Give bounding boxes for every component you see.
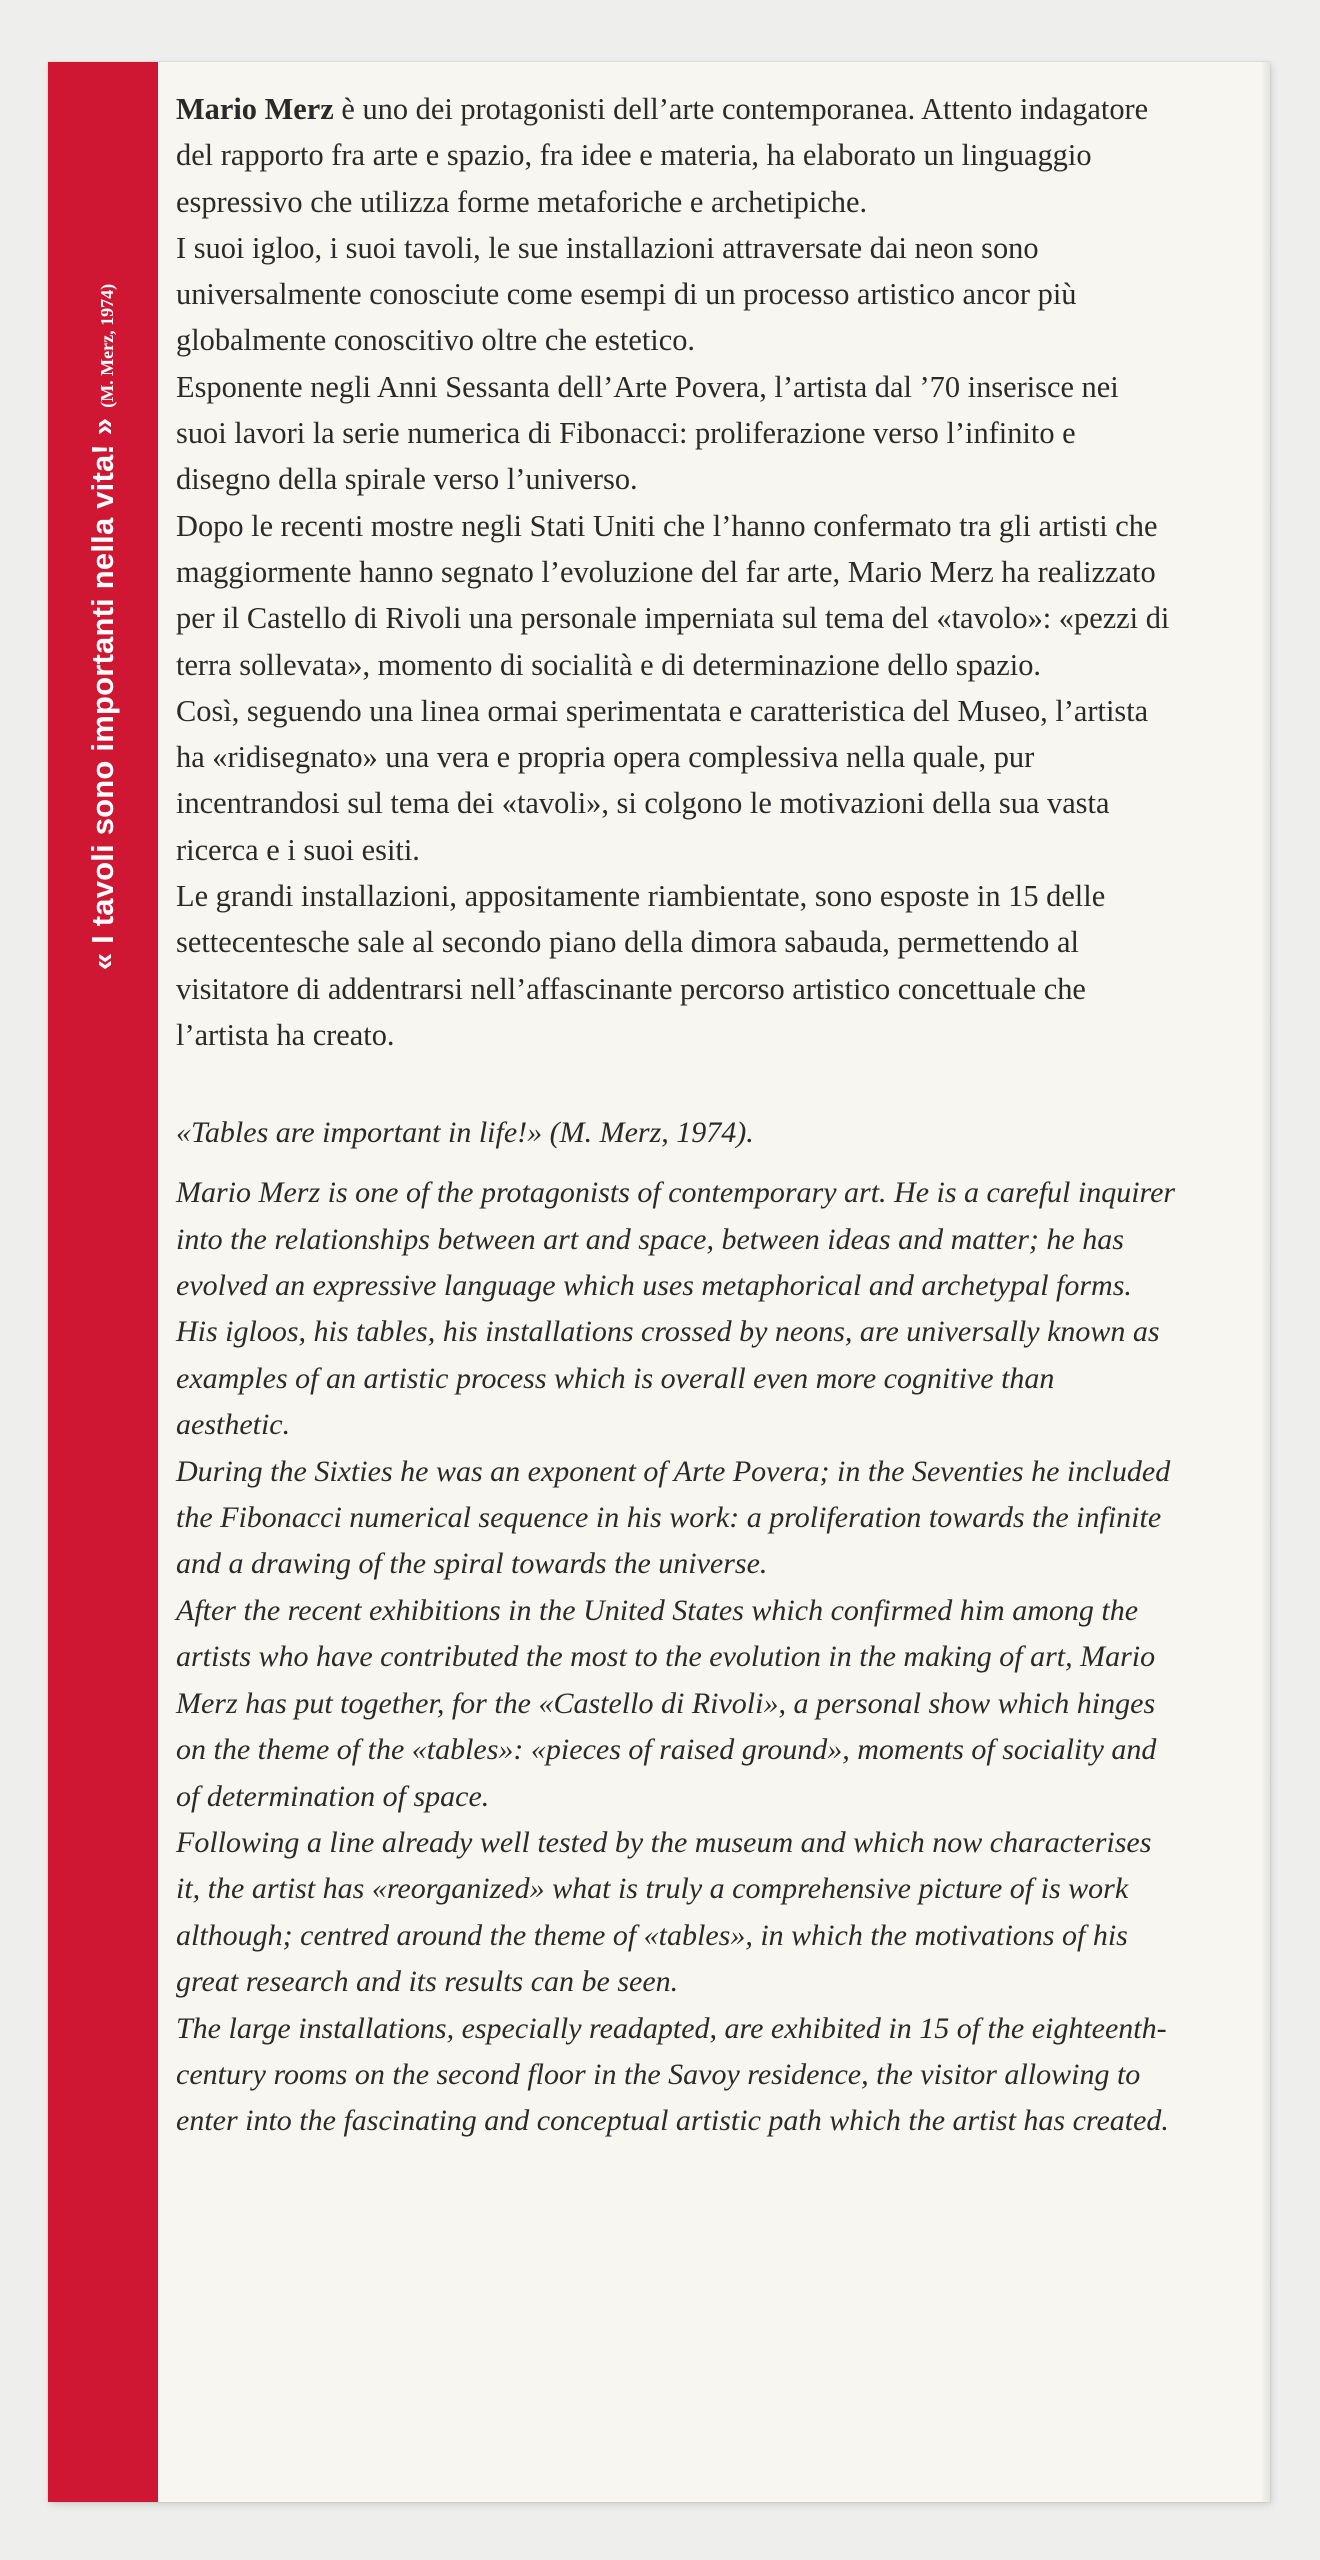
english-paragraph: After the recent exhibitions in the United States which confirmed him among the artists who have contributed the most to the evolution in the making of art, Mario Merz has put together, for the «Castello di Rivoli», a personal show which hinges on the theme of the «tables»: «pieces of raised ground», moments of sociality and of determination of space. (176, 1593, 1157, 1813)
italian-paragraph: Esponente negli Anni Sessanta dell’Arte Povera, l’artista dal ’70 inserisce nei suoi lavori la serie numerica di Fibonacci: proliferazione verso l’infinito e disegno della spirale verso l’universo. (176, 369, 1119, 497)
vertical-quote (85, 177, 121, 1077)
italian-text (176, 86, 1176, 1058)
english-paragraph: His igloos, his tables, his installations crossed by neons, are universally known as examples of an artistic process which is overall even more cognitive than aesthetic. (176, 1315, 1160, 1442)
english-paragraph: Following a line already well tested by the museum and which now characterises it, the artist has «reorganized» what is truly a comprehensive picture of is work although; centred around the theme of «tables», in which the motivations of his great research and its results can be seen. (176, 1825, 1152, 1999)
english-paragraph: The large installations, especially readapted, are exhibited in 15 of the eighteenth-century rooms on the second floor in the Savoy residence, the visitor allowing to enter into the fascinating and conceptual artistic path which the artist has created. (176, 2011, 1169, 2138)
sidebar-citation: (M. Merz, 1974) (97, 283, 117, 408)
italian-paragraph: I suoi igloo, i suoi tavoli, le sue installazioni attraversate dai neon sono universalmente conosciute come esempi di un processo artistico ancor più globalmente conoscitivo oltre che estetico. (176, 230, 1077, 358)
italian-intro-text: è uno dei protagonisti dell’arte contemporanea. Attento indagatore del rapporto fra arte e spazio, fra idee e materia, ha elaborato un linguaggio espressivo che utilizza forme metaforiche e archetipiche. (176, 92, 1149, 219)
english-quote: «Tables are important in life!» (M. Merz, 1974). (176, 1116, 754, 1150)
red-side-band (48, 62, 158, 2502)
italian-intro (176, 86, 1176, 225)
english-text (176, 1170, 1176, 2145)
italian-paragraph: Dopo le recenti mostre negli Stati Uniti che l’hanno confermato tra gli artisti che maggiormente hanno segnato l’evoluzione del far arte, Mario Merz ha realizzato per il Castello di Rivoli una personale imperniata sul tema del «tavolo»: «pezzi di terra sollevata», momento di socialità e di determinazione dello spazio. (176, 508, 1170, 682)
italian-paragraph: Così, seguendo una linea ormai sperimentata e caratteristica del Museo, l’artista ha «ridisegnato» una vera e propria opera complessiva nella quale, pur incentrandosi sul tema dei «tavoli», si colgono le motivazioni della sua vasta ricerca e i suoi esiti. (176, 693, 1149, 867)
english-paragraph: Mario Merz is one of the protagonists of contemporary art. He is a careful inquirer into the relationships between art and space, between ideas and matter; he has evolved an expressive language which uses metaphorical and archetypal forms. (176, 1176, 1176, 1303)
sidebar-quote: « I tavoli sono importanti nella vita! » (85, 417, 120, 971)
author-name: Mario Merz (176, 92, 334, 126)
english-paragraph: During the Sixties he was an exponent of Arte Povera; in the Seventies he included the Fibonacci numerical sequence in his work: a proliferation towards the infinite and a drawing of the spiral towards the universe. (176, 1454, 1171, 1581)
text-content (176, 86, 1176, 2145)
italian-paragraph: Le grandi installazioni, appositamente riambientate, sono esposte in 15 delle settecentesche sale al secondo piano della dimora sabauda, permettendo al visitatore di addentrarsi nell’affascinante percorso artistico concettuale che l’artista ha creato. (176, 879, 1106, 1052)
page-edge (1262, 62, 1270, 2502)
